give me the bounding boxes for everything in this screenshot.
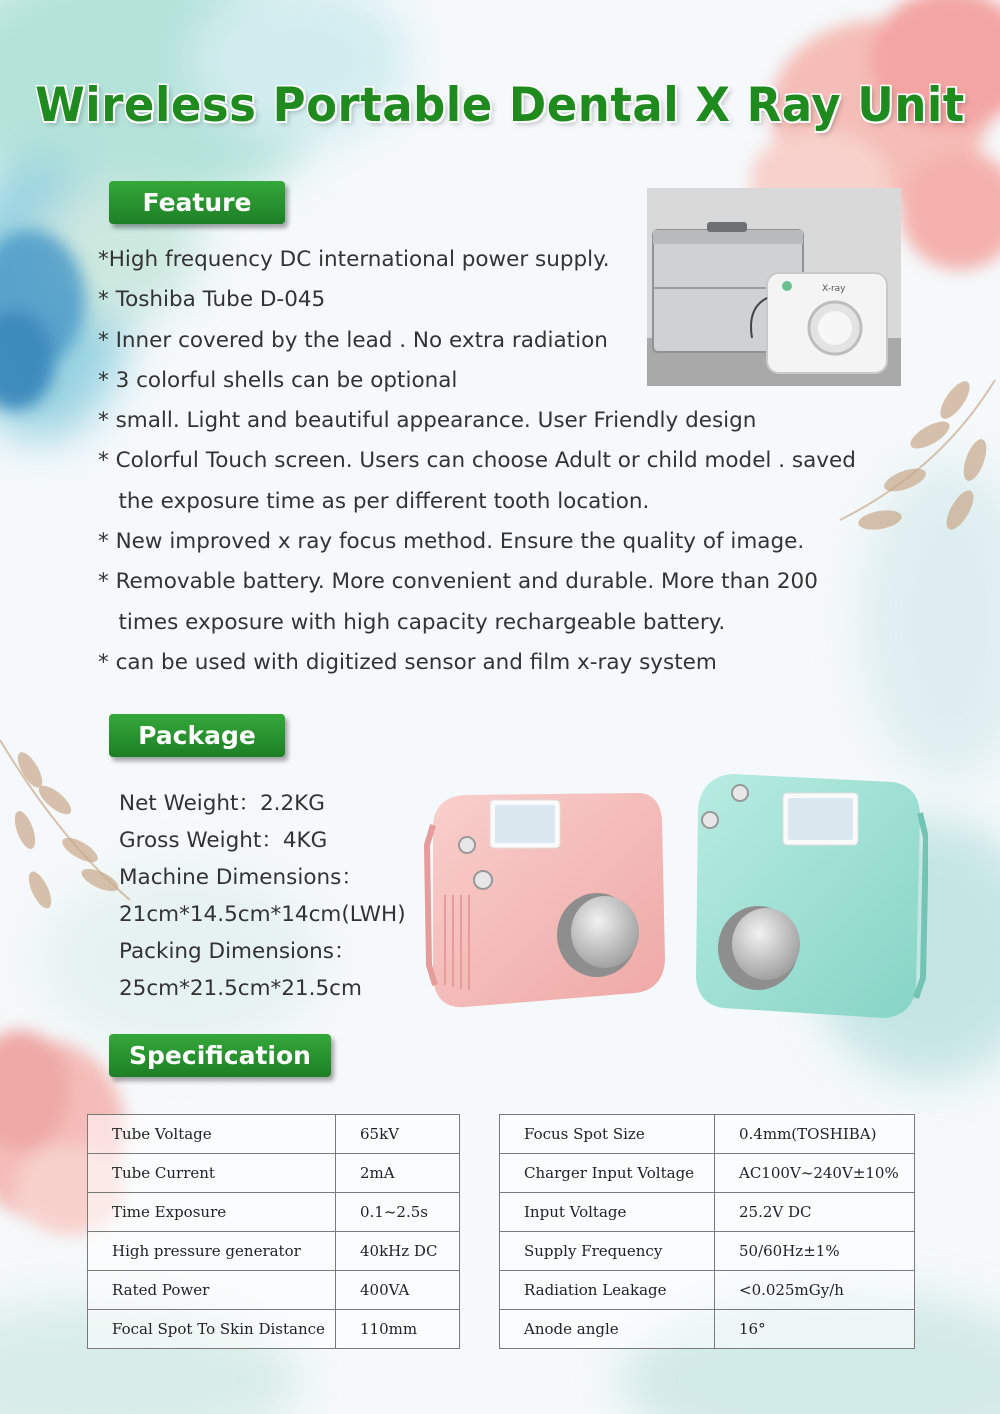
- table-row: [88, 1310, 460, 1349]
- table-row: [500, 1310, 915, 1349]
- spec-value: AC100V~240V±10%: [715, 1154, 915, 1193]
- table-row: [500, 1193, 915, 1232]
- table-row: [500, 1115, 915, 1154]
- table-row: [88, 1154, 460, 1193]
- feature-item: * small. Light and beautiful appearance. User Friendly design: [98, 408, 757, 434]
- spec-table-right: [499, 1114, 915, 1349]
- feature-item: * 3 colorful shells can be optional: [98, 367, 458, 393]
- package-line: Gross Weight：4KG: [119, 828, 328, 853]
- spec-label: Supply Frequency: [500, 1232, 715, 1271]
- package-line: 25cm*21.5cm*21.5cm: [119, 976, 362, 1001]
- specification-heading: Specification: [109, 1034, 331, 1077]
- pink-device-image: [415, 785, 670, 1017]
- feature-heading: Feature: [109, 181, 285, 224]
- spec-value: 0.1~2.5s: [336, 1193, 460, 1232]
- spec-label: Input Voltage: [500, 1193, 715, 1232]
- package-line: 21cm*14.5cm*14cm(LWH): [119, 902, 406, 927]
- spec-label: Charger Input Voltage: [500, 1154, 715, 1193]
- spec-value: 65kV: [336, 1115, 460, 1154]
- spec-label: Anode angle: [500, 1310, 715, 1349]
- spec-label: Radiation Leakage: [500, 1271, 715, 1310]
- spec-value: <0.025mGy/h: [715, 1271, 915, 1310]
- spec-label: High pressure generator: [88, 1232, 336, 1271]
- spec-table-left: [87, 1114, 460, 1349]
- spec-value: 16°: [715, 1310, 915, 1349]
- spec-value: 110mm: [336, 1310, 460, 1349]
- package-info: [119, 785, 406, 1007]
- spec-value: 25.2V DC: [715, 1193, 915, 1232]
- feature-item: * Inner covered by the lead . No extra radiation: [98, 327, 608, 353]
- feature-item: * Colorful Touch screen. Users can choose Adult or child model . saved: [98, 448, 856, 474]
- feature-item: * New improved x ray focus method. Ensure the quality of image.: [98, 529, 805, 555]
- spec-label: Tube Voltage: [88, 1115, 336, 1154]
- spec-value: 400VA: [336, 1271, 460, 1310]
- table-row: [500, 1232, 915, 1271]
- spec-value: 0.4mm(TOSHIBA): [715, 1115, 915, 1154]
- page-title: Wireless Portable Dental X Ray Unit: [35, 76, 965, 133]
- feature-item: * Removable battery. More convenient and durable. More than 200: [98, 569, 818, 595]
- product-photo: [647, 188, 901, 386]
- table-row: [500, 1271, 915, 1310]
- spec-label: Rated Power: [88, 1271, 336, 1310]
- spec-label: Tube Current: [88, 1154, 336, 1193]
- package-line: Net Weight：2.2KG: [119, 791, 325, 816]
- spec-value: 2mA: [336, 1154, 460, 1193]
- table-row: [88, 1232, 460, 1271]
- table-row: [500, 1154, 915, 1193]
- spec-label: Time Exposure: [88, 1193, 336, 1232]
- feature-item: the exposure time as per different tooth location.: [98, 488, 650, 514]
- package-heading: Package: [109, 714, 285, 757]
- spec-value: 50/60Hz±1%: [715, 1232, 915, 1271]
- spec-label: Focus Spot Size: [500, 1115, 715, 1154]
- unit-label: X-ray: [822, 284, 846, 294]
- table-row: [88, 1193, 460, 1232]
- teal-device-image: [688, 768, 928, 1024]
- table-row: [88, 1115, 460, 1154]
- feature-item: * Toshiba Tube D-045: [98, 287, 326, 313]
- feature-item: times exposure with high capacity rechargeable battery.: [98, 609, 726, 635]
- package-line: Packing Dimensions：: [119, 939, 356, 964]
- package-line: Machine Dimensions：: [119, 865, 363, 890]
- feature-item: *High frequency DC international power supply.: [98, 247, 610, 272]
- spec-value: 40kHz DC: [336, 1232, 460, 1271]
- feature-item: * can be used with digitized sensor and film x-ray system: [98, 649, 717, 675]
- case-and-unit-illustration: [647, 188, 901, 386]
- table-row: [88, 1271, 460, 1310]
- spec-label: Focal Spot To Skin Distance: [88, 1310, 336, 1349]
